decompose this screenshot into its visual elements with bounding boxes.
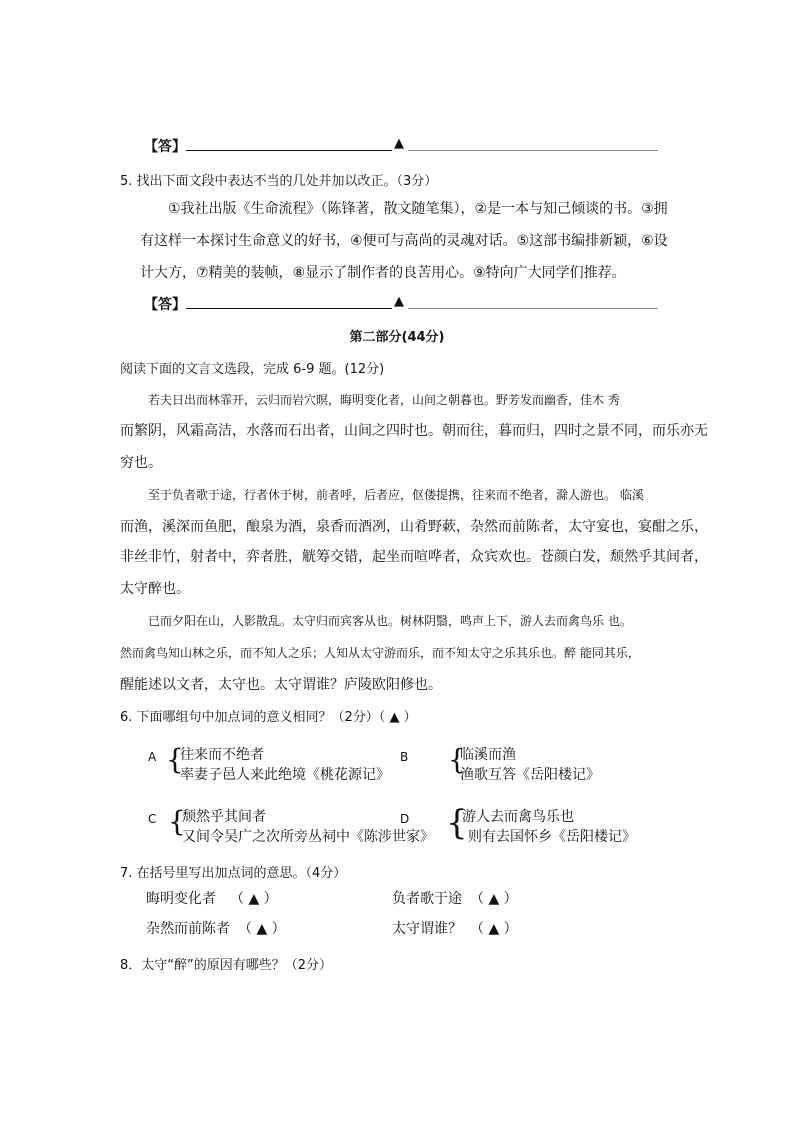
q7-item-label: 杂然而前陈者 [146, 921, 230, 937]
option-letter-a[interactable]: A [148, 750, 157, 764]
q5-text-line: 有这样一本探讨生命意义的好书，④便可与高尚的灵魂对话。⑤这部书编排新颖，⑥设 [140, 233, 668, 249]
passage-line: 太守醉也。 [120, 581, 190, 597]
passage-line: 已而夕阳在山，人影散乱。太守归而宾客从也。树林阴翳，鸣声上下，游人去而禽鸟乐 也。 [148, 614, 632, 628]
answer-line [408, 308, 658, 309]
answer-label: 【答】 [144, 139, 186, 155]
q7-item-label: 晦明变化者 [146, 891, 216, 907]
passage-line: 非丝非竹，射者中，弈者胜，觥筹交错，起坐而喧哗者，众宾欢也。苍颜白发，颓然乎其间者， [120, 549, 708, 565]
option-c-line2: 又间令吴广之次所旁丛祠中《陈涉世家》 [182, 829, 434, 845]
answer-label: 【答】 [144, 297, 186, 313]
q7-item-blank[interactable]: （ ▲ ） [470, 891, 518, 907]
q5-title: 5. 找出下面文段中表达不当的几处并加以改正。（3分） [120, 174, 438, 189]
answer-line [408, 150, 658, 151]
answer-triangle: ▲ [394, 294, 404, 309]
q6-title: 6. 下面哪组句中加点词的意义相同？（2分）（ ▲ ） [120, 710, 417, 725]
option-letter-b[interactable]: B [400, 750, 409, 764]
answer-triangle: ▲ [394, 136, 404, 151]
answer-blank[interactable] [186, 150, 392, 151]
passage-line: 醒能述以文者，太守也。太守谓谁？庐陵欧阳修也。 [120, 677, 442, 693]
q5-text-line: ①我社出版《生命流程》（陈锋著，散文随笔集），②是一本与知己倾谈的书。③拥 [168, 201, 668, 217]
brace-icon: { [446, 803, 468, 843]
part2-intro: 阅读下面的文言文选段，完成 6-9 题。(12分) [120, 362, 385, 377]
option-a-line2: 率妻子邑人来此绝境《桃花源记》 [180, 767, 390, 783]
part2-heading: 第二部分(44分) [349, 330, 445, 345]
option-a-line1: 往来而不绝者 [180, 747, 264, 763]
q7-item-blank[interactable]: （ ▲ ） [238, 921, 286, 937]
answer-blank[interactable] [186, 308, 392, 309]
q7-item-blank[interactable]: （ ▲ ） [230, 891, 278, 907]
passage-line: 而渔，溪深而鱼肥，酿泉为酒，泉香而酒冽，山肴野蔌，杂然而前陈者，太守宴也，宴酣之乐， [120, 519, 708, 535]
option-d-line2: 则有去国怀乡《岳阳楼记》 [468, 829, 636, 845]
brace-icon: { [166, 743, 184, 776]
q5-text-line: 计大方，⑦精美的装帧，⑧显示了制作者的良苦用心。⑨特向广大同学们推荐。 [140, 265, 626, 281]
option-c-line1: 颓然乎其间者 [182, 809, 266, 825]
passage-line: 至于负者歌于途，行者休于树，前者呼，后者应，伛偻提携，往来而不绝者，滁人游也。 临溪 [148, 488, 644, 502]
q7-item-label: 太守谓谁？ [392, 921, 462, 937]
passage-line: 而繁阴，风霜高洁，水落而石出者，山间之四时也。朝而往，暮而归，四时之景不同，而乐亦无 [120, 423, 708, 439]
q7-item-label: 负者歌于途 [392, 891, 462, 907]
q8-title: 8．太守“醉”的原因有哪些？（2分） [120, 958, 333, 973]
brace-icon: { [448, 743, 466, 776]
option-d-line1: 游人去而禽鸟乐也 [462, 809, 574, 825]
q7-title: 7. 在括号里写出加点词的意思。（4分） [120, 866, 347, 881]
option-letter-d[interactable]: D [400, 812, 410, 826]
passage-line: 然而禽鸟知山林之乐，而不知人之乐；人知从太守游而乐，而不知太守之乐其乐也。醉 能同其乐， [120, 646, 640, 660]
passage-line: 若夫日出而林霏开，云归而岩穴暝，晦明变化者，山间之朝暮也。野芳发而幽香，佳木 秀 [148, 393, 620, 407]
option-letter-c[interactable]: C [148, 812, 157, 826]
option-b-line1: 临溪而渔 [460, 747, 516, 763]
brace-icon: { [168, 805, 186, 838]
q7-item-blank[interactable]: （ ▲ ） [470, 921, 518, 937]
passage-line: 穷也。 [120, 455, 162, 471]
option-b-line2: 渔歌互答《岳阳楼记》 [460, 767, 600, 783]
